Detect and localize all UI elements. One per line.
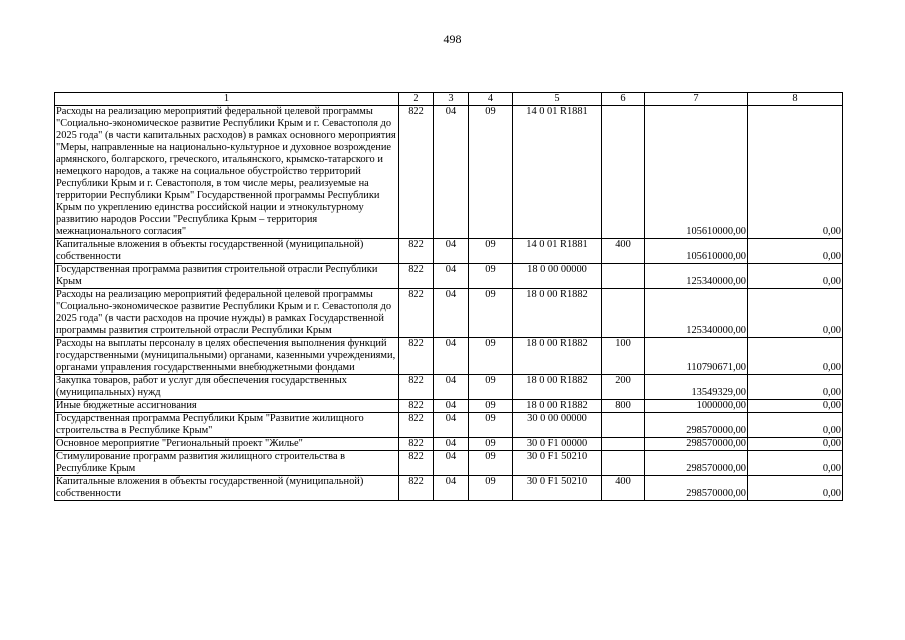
expense-type-code	[602, 438, 645, 451]
table-row	[55, 239, 843, 264]
amount-secondary: 0,00	[748, 438, 843, 451]
subsection-code: 09	[469, 400, 513, 413]
table-row	[55, 451, 843, 476]
amount-secondary: 0,00	[748, 375, 843, 400]
grbs-code: 822	[399, 289, 434, 338]
target-article-code: 30 0 F1 50210	[513, 451, 602, 476]
row-description: Иные бюджетные ассигнования	[55, 400, 399, 413]
amount-primary: 13549329,00	[645, 375, 748, 400]
target-article-code: 30 0 00 00000	[513, 413, 602, 438]
column-header: 4	[469, 93, 513, 106]
subsection-code: 09	[469, 451, 513, 476]
grbs-code: 822	[399, 451, 434, 476]
row-description: Стимулирование программ развития жилищного строительства в Республике Крым	[55, 451, 399, 476]
target-article-code: 14 0 01 R1881	[513, 106, 602, 239]
amount-secondary: 0,00	[748, 413, 843, 438]
target-article-code: 18 0 00 R1882	[513, 375, 602, 400]
column-header: 8	[748, 93, 843, 106]
row-description: Капитальные вложения в объекты государственной (муниципальной) собственности	[55, 476, 399, 501]
amount-secondary: 0,00	[748, 106, 843, 239]
expense-type-code	[602, 413, 645, 438]
grbs-code: 822	[399, 476, 434, 501]
section-code: 04	[434, 264, 469, 289]
expense-type-code	[602, 264, 645, 289]
expense-type-code: 800	[602, 400, 645, 413]
subsection-code: 09	[469, 375, 513, 400]
section-code: 04	[434, 438, 469, 451]
target-article-code: 18 0 00 R1882	[513, 338, 602, 375]
page-number: 498	[443, 32, 462, 46]
subsection-code: 09	[469, 239, 513, 264]
section-code: 04	[434, 451, 469, 476]
grbs-code: 822	[399, 438, 434, 451]
expense-type-code	[602, 289, 645, 338]
section-code: 04	[434, 375, 469, 400]
section-code: 04	[434, 400, 469, 413]
target-article-code: 30 0 F1 00000	[513, 438, 602, 451]
target-article-code: 30 0 F1 50210	[513, 476, 602, 501]
amount-primary: 298570000,00	[645, 451, 748, 476]
section-code: 04	[434, 239, 469, 264]
row-description: Капитальные вложения в объекты государственной (муниципальной) собственности	[55, 239, 399, 264]
grbs-code: 822	[399, 264, 434, 289]
row-description: Расходы на выплаты персоналу в целях обеспечения выполнения функций государственными (муниципальными) органами, казенными учреждениями, органами управления государственными внебюджетными фондами	[55, 338, 399, 375]
subsection-code: 09	[469, 289, 513, 338]
grbs-code: 822	[399, 375, 434, 400]
amount-primary: 105610000,00	[645, 106, 748, 239]
row-description: Расходы на реализацию мероприятий федеральной целевой программы "Социально-экономическое развитие Республики Крым и г. Севастополя до 2025 года" (в части расходов на прочие нужды) в рамках Государственной программы развития строительной отрасли Республики Крым	[55, 289, 399, 338]
grbs-code: 822	[399, 239, 434, 264]
grbs-code: 822	[399, 338, 434, 375]
amount-primary: 298570000,00	[645, 413, 748, 438]
amount-secondary: 0,00	[748, 476, 843, 501]
row-description: Государственная программа развития строительной отрасли Республики Крым	[55, 264, 399, 289]
subsection-code: 09	[469, 338, 513, 375]
expense-type-code: 200	[602, 375, 645, 400]
amount-primary: 298570000,00	[645, 438, 748, 451]
amount-secondary: 0,00	[748, 400, 843, 413]
section-code: 04	[434, 106, 469, 239]
amount-primary: 125340000,00	[645, 264, 748, 289]
table-row	[55, 264, 843, 289]
column-header: 5	[513, 93, 602, 106]
row-description: Закупка товаров, работ и услуг для обеспечения государственных (муниципальных) нужд	[55, 375, 399, 400]
subsection-code: 09	[469, 438, 513, 451]
subsection-code: 09	[469, 106, 513, 239]
subsection-code: 09	[469, 264, 513, 289]
column-header: 6	[602, 93, 645, 106]
row-description: Основное мероприятие "Региональный проект "Жилье"	[55, 438, 399, 451]
column-header: 3	[434, 93, 469, 106]
amount-secondary: 0,00	[748, 264, 843, 289]
target-article-code: 18 0 00 R1882	[513, 400, 602, 413]
target-article-code: 18 0 00 00000	[513, 264, 602, 289]
column-header: 1	[55, 93, 399, 106]
column-header: 7	[645, 93, 748, 106]
section-code: 04	[434, 476, 469, 501]
budget-table	[54, 92, 843, 501]
section-code: 04	[434, 413, 469, 438]
amount-primary: 110790671,00	[645, 338, 748, 375]
expense-type-code: 100	[602, 338, 645, 375]
table-row	[55, 375, 843, 400]
amount-secondary: 0,00	[748, 451, 843, 476]
subsection-code: 09	[469, 476, 513, 501]
row-description: Государственная программа Республики Крым "Развитие жилищного строительства в Республике Крым"	[55, 413, 399, 438]
amount-primary: 105610000,00	[645, 239, 748, 264]
grbs-code: 822	[399, 413, 434, 438]
amount-primary: 1000000,00	[645, 400, 748, 413]
table-row	[55, 413, 843, 438]
section-code: 04	[434, 338, 469, 375]
target-article-code: 14 0 01 R1881	[513, 239, 602, 264]
row-description: Расходы на реализацию мероприятий федеральной целевой программы "Социально-экономическое развитие Республики Крым и г. Севастополя до 2025 года" (в части капитальных расходов) в рамках основного мероприятия "Меры, направленные на национально-культурное и духовное возрождение армянского, болгарского, греческого, итальянского, крымско-татарского и немецкого народов, а также на социальное обустройство территорий Республики Крым и г. Севастополя, в том числе меры, реализуемые на территории Республики Крым" Государственной программы Республики Крым по укреплению единства российской нации и этнокультурному развитию народов России "Республика Крым – территория межнационального согласия"	[55, 106, 399, 239]
table-row	[55, 106, 843, 239]
expense-type-code	[602, 451, 645, 476]
table-row	[55, 400, 843, 413]
amount-secondary: 0,00	[748, 239, 843, 264]
amount-primary: 125340000,00	[645, 289, 748, 338]
table-header-row	[55, 93, 843, 106]
table-row	[55, 338, 843, 375]
expense-type-code: 400	[602, 239, 645, 264]
amount-secondary: 0,00	[748, 289, 843, 338]
table-row	[55, 476, 843, 501]
expense-type-code: 400	[602, 476, 645, 501]
target-article-code: 18 0 00 R1882	[513, 289, 602, 338]
grbs-code: 822	[399, 400, 434, 413]
expense-type-code	[602, 106, 645, 239]
amount-secondary: 0,00	[748, 338, 843, 375]
amount-primary: 298570000,00	[645, 476, 748, 501]
column-header: 2	[399, 93, 434, 106]
table-row	[55, 289, 843, 338]
table-row	[55, 438, 843, 451]
subsection-code: 09	[469, 413, 513, 438]
section-code: 04	[434, 289, 469, 338]
grbs-code: 822	[399, 106, 434, 239]
